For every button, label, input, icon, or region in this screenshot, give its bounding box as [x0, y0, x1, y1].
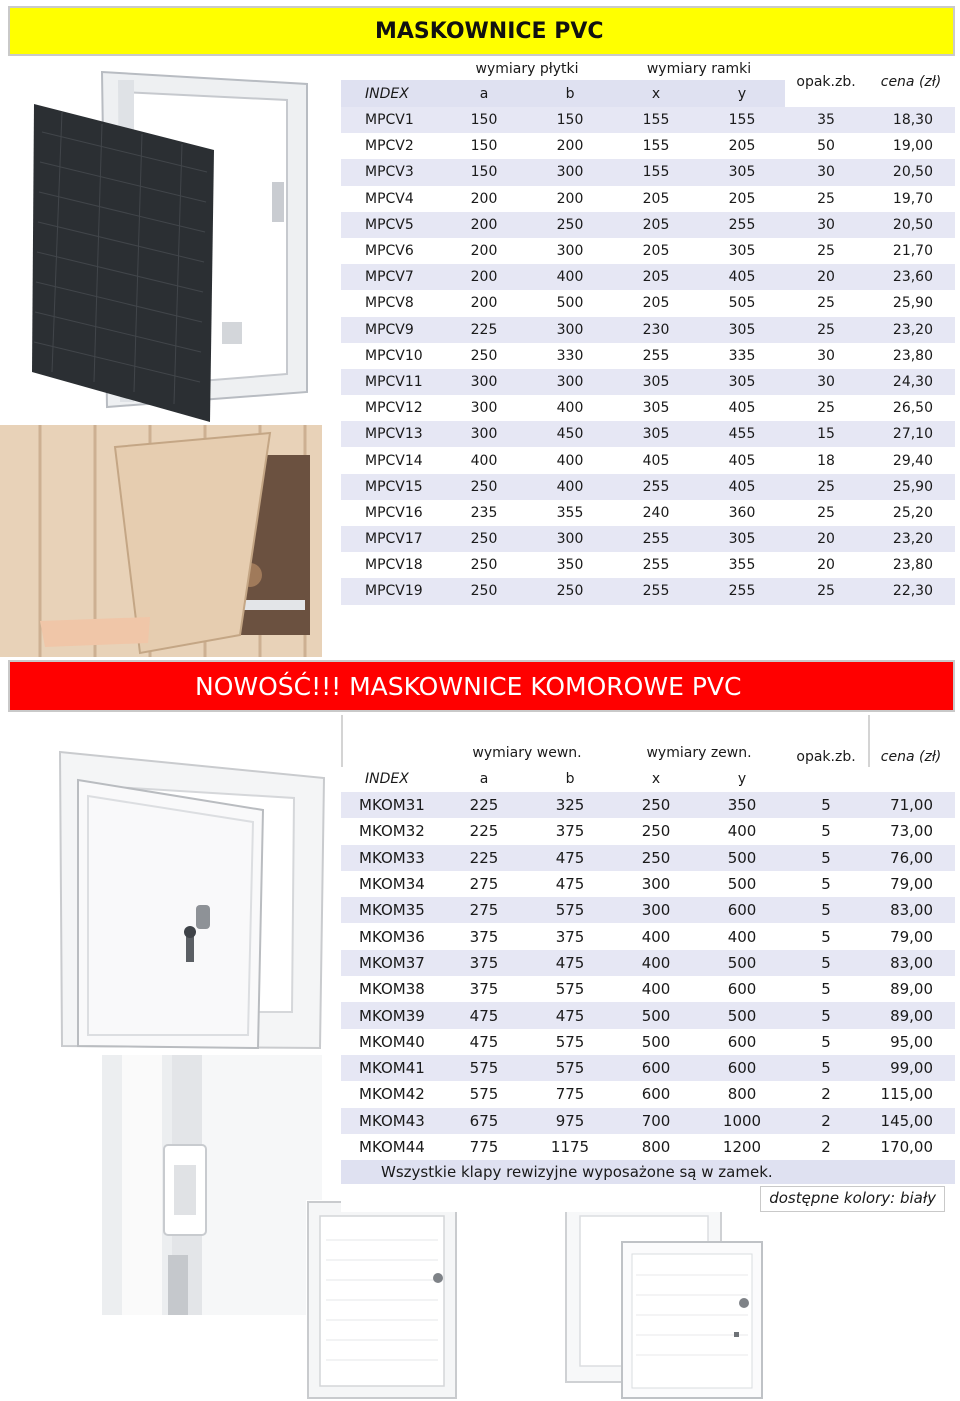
b-cell: 1175 — [527, 1134, 613, 1160]
a-cell: 150 — [441, 159, 527, 185]
x-cell: 305 — [613, 395, 699, 421]
index-cell: MKOM36 — [341, 923, 441, 949]
b-cell: 150 — [527, 107, 613, 133]
y-cell: 205 — [699, 133, 785, 159]
b-cell: 575 — [527, 1029, 613, 1055]
a-cell: 235 — [441, 500, 527, 526]
a-cell: 250 — [441, 343, 527, 369]
pack-cell: 5 — [785, 818, 867, 844]
available-colors: dostępne kolory: biały — [760, 1186, 945, 1212]
b-cell: 500 — [527, 290, 613, 316]
table-row — [341, 552, 955, 578]
a-cell: 300 — [441, 421, 527, 447]
door-hinge-photo — [102, 1055, 322, 1315]
index-cell: MPCV16 — [341, 500, 441, 526]
table-row — [341, 976, 955, 1002]
x-cell: 255 — [613, 343, 699, 369]
a-cell: 275 — [441, 897, 527, 923]
pack-cell: 35 — [785, 107, 867, 133]
index-cell: MKOM37 — [341, 950, 441, 976]
price-cell: 99,00 — [867, 1055, 955, 1081]
table-row — [341, 1002, 955, 1028]
price-cell: 95,00 — [867, 1029, 955, 1055]
index-cell: MPCV18 — [341, 552, 441, 578]
x-cell: 205 — [613, 290, 699, 316]
pack-cell: 5 — [785, 976, 867, 1002]
a-cell: 250 — [441, 526, 527, 552]
pack-cell: 30 — [785, 343, 867, 369]
table-row — [341, 923, 955, 949]
section2-title: NOWOŚĆ!!! MASKOWNICE KOMOROWE PVC — [195, 671, 742, 701]
section1-title: MASKOWNICE PVC — [375, 18, 604, 44]
inner-dimensions-header: wymiary wewn. — [472, 745, 582, 761]
y-cell: 1000 — [699, 1108, 785, 1134]
x-cell: 500 — [613, 1029, 699, 1055]
index-cell: MPCV9 — [341, 317, 441, 343]
access-panel-frame-photo — [22, 62, 322, 422]
b-cell: 300 — [527, 159, 613, 185]
a-cell: 250 — [441, 552, 527, 578]
price-cell: 23,60 — [867, 264, 955, 290]
b-cell: 775 — [527, 1081, 613, 1107]
pack-cell: 15 — [785, 421, 867, 447]
table-row — [341, 845, 955, 871]
y-cell: 255 — [699, 212, 785, 238]
x-cell: 405 — [613, 447, 699, 473]
wall-panel-photo — [0, 425, 322, 657]
index-cell: MPCV2 — [341, 133, 441, 159]
table-row — [341, 395, 955, 421]
x-cell: 155 — [613, 133, 699, 159]
pack-cell: 25 — [785, 186, 867, 212]
x-cell: 205 — [613, 238, 699, 264]
table-row — [341, 133, 955, 159]
table-row — [341, 1108, 955, 1134]
index-cell: MPCV1 — [341, 107, 441, 133]
b-cell: 475 — [527, 1002, 613, 1028]
index-cell: MPCV8 — [341, 290, 441, 316]
col-y-header: y — [699, 80, 785, 107]
a-cell: 225 — [441, 845, 527, 871]
table-row — [341, 897, 955, 923]
index-cell: MKOM35 — [341, 897, 441, 923]
pack-cell: 2 — [785, 1134, 867, 1160]
x-cell: 400 — [613, 976, 699, 1002]
a-cell: 775 — [441, 1134, 527, 1160]
a-cell: 225 — [441, 317, 527, 343]
plate-dimensions-header: wymiary płytki — [475, 60, 579, 77]
b-cell: 300 — [527, 238, 613, 264]
b-cell: 475 — [527, 871, 613, 897]
b-cell: 575 — [527, 976, 613, 1002]
b-cell: 375 — [527, 923, 613, 949]
b-cell: 575 — [527, 1055, 613, 1081]
white-panel-photo-2 — [556, 1200, 766, 1400]
price-cell: 83,00 — [867, 950, 955, 976]
x-cell: 205 — [613, 186, 699, 212]
price-cell: 23,80 — [867, 552, 955, 578]
a-cell: 375 — [441, 950, 527, 976]
table-row — [341, 578, 955, 604]
pack-cell: 25 — [785, 474, 867, 500]
y-cell: 305 — [699, 317, 785, 343]
a-cell: 150 — [441, 107, 527, 133]
col-b-header: b — [565, 770, 575, 787]
index-cell: MPCV5 — [341, 212, 441, 238]
y-cell: 600 — [699, 897, 785, 923]
price-cell: 25,20 — [867, 500, 955, 526]
a-cell: 300 — [441, 369, 527, 395]
b-cell: 250 — [527, 578, 613, 604]
x-cell: 600 — [613, 1081, 699, 1107]
pack-cell: 30 — [785, 212, 867, 238]
x-cell: 250 — [613, 845, 699, 871]
pack-cell: 5 — [785, 923, 867, 949]
pack-cell: 25 — [785, 290, 867, 316]
pack-cell: 5 — [785, 950, 867, 976]
table-row — [341, 343, 955, 369]
y-cell: 600 — [699, 1055, 785, 1081]
y-cell: 350 — [699, 792, 785, 818]
chamber-door-photo — [58, 750, 326, 1050]
a-cell: 300 — [441, 395, 527, 421]
index-cell: MPCV7 — [341, 264, 441, 290]
section1-title-banner — [8, 6, 955, 56]
pack-cell: 2 — [785, 1108, 867, 1134]
b-cell: 330 — [527, 343, 613, 369]
x-cell: 155 — [613, 107, 699, 133]
price-cell: 20,50 — [867, 212, 955, 238]
a-cell: 225 — [441, 792, 527, 818]
x-cell: 300 — [613, 871, 699, 897]
pack-cell: 25 — [785, 395, 867, 421]
price-cell: 26,50 — [867, 395, 955, 421]
y-cell: 305 — [699, 159, 785, 185]
index-cell: MPCV15 — [341, 474, 441, 500]
pack-cell: 20 — [785, 552, 867, 578]
a-cell: 250 — [441, 474, 527, 500]
a-cell: 375 — [441, 976, 527, 1002]
b-cell: 400 — [527, 447, 613, 473]
y-cell: 500 — [699, 950, 785, 976]
price-cell: 19,70 — [867, 186, 955, 212]
y-cell: 500 — [699, 1002, 785, 1028]
price-header: cena (zł) — [867, 57, 955, 107]
price-header: cena (zł) — [880, 749, 942, 765]
index-cell: MPCV3 — [341, 159, 441, 185]
index-header: INDEX — [365, 770, 409, 787]
y-cell: 505 — [699, 290, 785, 316]
y-cell: 405 — [699, 395, 785, 421]
y-cell: 305 — [699, 526, 785, 552]
a-cell: 225 — [441, 818, 527, 844]
col-y-header: y — [737, 770, 747, 787]
table-row — [341, 1134, 955, 1160]
price-cell: 89,00 — [867, 976, 955, 1002]
y-cell: 500 — [699, 871, 785, 897]
table-row — [341, 264, 955, 290]
table-row — [341, 1055, 955, 1081]
price-cell: 27,10 — [867, 421, 955, 447]
x-cell: 205 — [613, 264, 699, 290]
price-cell: 24,30 — [867, 369, 955, 395]
table-row — [341, 186, 955, 212]
y-cell: 600 — [699, 976, 785, 1002]
price-cell: 25,90 — [867, 474, 955, 500]
b-cell: 200 — [527, 133, 613, 159]
b-cell: 350 — [527, 552, 613, 578]
pack-header: opak.zb. — [796, 749, 856, 765]
x-cell: 250 — [613, 818, 699, 844]
price-cell: 19,00 — [867, 133, 955, 159]
price-cell: 115,00 — [867, 1081, 955, 1107]
price-cell: 21,70 — [867, 238, 955, 264]
x-cell: 255 — [613, 526, 699, 552]
pack-cell: 20 — [785, 264, 867, 290]
x-cell: 400 — [613, 923, 699, 949]
x-cell: 240 — [613, 500, 699, 526]
table-row — [341, 107, 955, 133]
price-cell: 25,90 — [867, 290, 955, 316]
table-row — [341, 290, 955, 316]
col-x-header: x — [613, 80, 699, 107]
a-cell: 400 — [441, 447, 527, 473]
index-cell: MKOM40 — [341, 1029, 441, 1055]
pack-cell: 5 — [785, 871, 867, 897]
price-cell: 79,00 — [867, 923, 955, 949]
table-row — [341, 526, 955, 552]
a-cell: 475 — [441, 1029, 527, 1055]
price-cell: 83,00 — [867, 897, 955, 923]
price-cell: 79,00 — [867, 871, 955, 897]
price-cell: 22,30 — [867, 578, 955, 604]
y-cell: 405 — [699, 264, 785, 290]
b-cell: 575 — [527, 897, 613, 923]
index-cell: MPCV12 — [341, 395, 441, 421]
index-cell: MPCV13 — [341, 421, 441, 447]
price-cell: 29,40 — [867, 447, 955, 473]
pack-header: opak.zb. — [785, 57, 867, 107]
a-cell: 150 — [441, 133, 527, 159]
x-cell: 300 — [613, 897, 699, 923]
table-row — [341, 421, 955, 447]
pack-cell: 20 — [785, 526, 867, 552]
price-cell: 23,20 — [867, 317, 955, 343]
y-cell: 335 — [699, 343, 785, 369]
a-cell: 575 — [441, 1081, 527, 1107]
x-cell: 700 — [613, 1108, 699, 1134]
table-row — [341, 792, 955, 818]
pack-cell: 50 — [785, 133, 867, 159]
y-cell: 400 — [699, 818, 785, 844]
x-cell: 305 — [613, 369, 699, 395]
index-cell: MKOM33 — [341, 845, 441, 871]
maskownice-pvc-table — [341, 57, 955, 605]
b-cell: 400 — [527, 474, 613, 500]
y-cell: 305 — [699, 238, 785, 264]
x-cell: 250 — [613, 792, 699, 818]
a-cell: 200 — [441, 238, 527, 264]
pack-cell: 30 — [785, 159, 867, 185]
a-cell: 200 — [441, 186, 527, 212]
table-row — [341, 369, 955, 395]
a-cell: 375 — [441, 923, 527, 949]
white-panel-photo-1 — [306, 1200, 458, 1400]
pack-cell: 5 — [785, 1002, 867, 1028]
index-cell: MPCV6 — [341, 238, 441, 264]
x-cell: 255 — [613, 578, 699, 604]
a-cell: 200 — [441, 290, 527, 316]
price-cell: 20,50 — [867, 159, 955, 185]
col-a-header: a — [441, 80, 527, 107]
a-cell: 200 — [441, 212, 527, 238]
table-row — [341, 159, 955, 185]
table-row — [341, 317, 955, 343]
index-cell: MKOM38 — [341, 976, 441, 1002]
x-cell: 155 — [613, 159, 699, 185]
x-cell: 500 — [613, 1002, 699, 1028]
index-cell: MPCV11 — [341, 369, 441, 395]
x-cell: 255 — [613, 474, 699, 500]
pack-cell: 30 — [785, 369, 867, 395]
x-cell: 230 — [613, 317, 699, 343]
b-cell: 300 — [527, 317, 613, 343]
table-row — [341, 447, 955, 473]
y-cell: 205 — [699, 186, 785, 212]
y-cell: 355 — [699, 552, 785, 578]
outer-dimensions-header: wymiary zewn. — [646, 745, 752, 761]
y-cell: 455 — [699, 421, 785, 447]
a-cell: 275 — [441, 871, 527, 897]
index-cell: MKOM39 — [341, 1002, 441, 1028]
pack-cell: 5 — [785, 845, 867, 871]
x-cell: 205 — [613, 212, 699, 238]
y-cell: 360 — [699, 500, 785, 526]
pack-cell: 25 — [785, 500, 867, 526]
x-cell: 400 — [613, 950, 699, 976]
pack-cell: 2 — [785, 1081, 867, 1107]
index-cell: MPCV10 — [341, 343, 441, 369]
b-cell: 325 — [527, 792, 613, 818]
index-cell: MPCV14 — [341, 447, 441, 473]
table-row — [341, 474, 955, 500]
pack-cell: 5 — [785, 792, 867, 818]
table-row — [341, 212, 955, 238]
b-cell: 200 — [527, 186, 613, 212]
price-cell: 23,20 — [867, 526, 955, 552]
pack-cell: 5 — [785, 1055, 867, 1081]
b-cell: 300 — [527, 369, 613, 395]
price-cell: 89,00 — [867, 1002, 955, 1028]
b-cell: 250 — [527, 212, 613, 238]
a-cell: 250 — [441, 578, 527, 604]
col-b-header: b — [527, 80, 613, 107]
index-cell: MKOM34 — [341, 871, 441, 897]
b-cell: 375 — [527, 818, 613, 844]
price-cell: 170,00 — [867, 1134, 955, 1160]
pack-cell: 18 — [785, 447, 867, 473]
y-cell: 500 — [699, 845, 785, 871]
pack-cell: 25 — [785, 238, 867, 264]
price-cell: 71,00 — [867, 792, 955, 818]
price-cell: 18,30 — [867, 107, 955, 133]
b-cell: 450 — [527, 421, 613, 447]
index-cell: MKOM32 — [341, 818, 441, 844]
index-cell: MKOM44 — [341, 1134, 441, 1160]
y-cell: 400 — [699, 923, 785, 949]
y-cell: 405 — [699, 474, 785, 500]
b-cell: 400 — [527, 395, 613, 421]
a-cell: 200 — [441, 264, 527, 290]
y-cell: 155 — [699, 107, 785, 133]
b-cell: 475 — [527, 845, 613, 871]
y-cell: 800 — [699, 1081, 785, 1107]
table-row — [341, 871, 955, 897]
y-cell: 1200 — [699, 1134, 785, 1160]
col-a-header: a — [479, 770, 489, 787]
frame-dimensions-header: wymiary ramki — [646, 60, 752, 77]
header-rule — [341, 715, 343, 767]
a-cell: 475 — [441, 1002, 527, 1028]
index-cell: MKOM42 — [341, 1081, 441, 1107]
header-rule — [868, 715, 870, 767]
b-cell: 400 — [527, 264, 613, 290]
index-cell: MKOM31 — [341, 792, 441, 818]
section2-title-banner — [8, 660, 955, 712]
b-cell: 355 — [527, 500, 613, 526]
x-cell: 600 — [613, 1055, 699, 1081]
maskownice-komorowe-table — [341, 715, 955, 1212]
index-cell: MPCV19 — [341, 578, 441, 604]
price-cell: 23,80 — [867, 343, 955, 369]
index-header: INDEX — [341, 80, 441, 107]
a-cell: 575 — [441, 1055, 527, 1081]
table-row — [341, 818, 955, 844]
x-cell: 305 — [613, 421, 699, 447]
pack-cell: 25 — [785, 578, 867, 604]
a-cell: 675 — [441, 1108, 527, 1134]
price-cell: 76,00 — [867, 845, 955, 871]
table-row — [341, 1029, 955, 1055]
pack-cell: 25 — [785, 317, 867, 343]
index-cell: MKOM41 — [341, 1055, 441, 1081]
index-cell: MPCV4 — [341, 186, 441, 212]
lock-note: Wszystkie klapy rewizyjne wyposażone są w zamek. — [341, 1160, 955, 1184]
y-cell: 600 — [699, 1029, 785, 1055]
index-cell: MPCV17 — [341, 526, 441, 552]
table-row — [341, 1081, 955, 1107]
col-x-header: x — [651, 770, 661, 787]
b-cell: 975 — [527, 1108, 613, 1134]
table-row — [341, 950, 955, 976]
index-cell: MKOM43 — [341, 1108, 441, 1134]
x-cell: 800 — [613, 1134, 699, 1160]
y-cell: 255 — [699, 578, 785, 604]
b-cell: 475 — [527, 950, 613, 976]
pack-cell: 5 — [785, 1029, 867, 1055]
price-cell: 145,00 — [867, 1108, 955, 1134]
pack-cell: 5 — [785, 897, 867, 923]
price-cell: 73,00 — [867, 818, 955, 844]
x-cell: 255 — [613, 552, 699, 578]
y-cell: 405 — [699, 447, 785, 473]
table-row — [341, 238, 955, 264]
b-cell: 300 — [527, 526, 613, 552]
y-cell: 305 — [699, 369, 785, 395]
table-row — [341, 500, 955, 526]
